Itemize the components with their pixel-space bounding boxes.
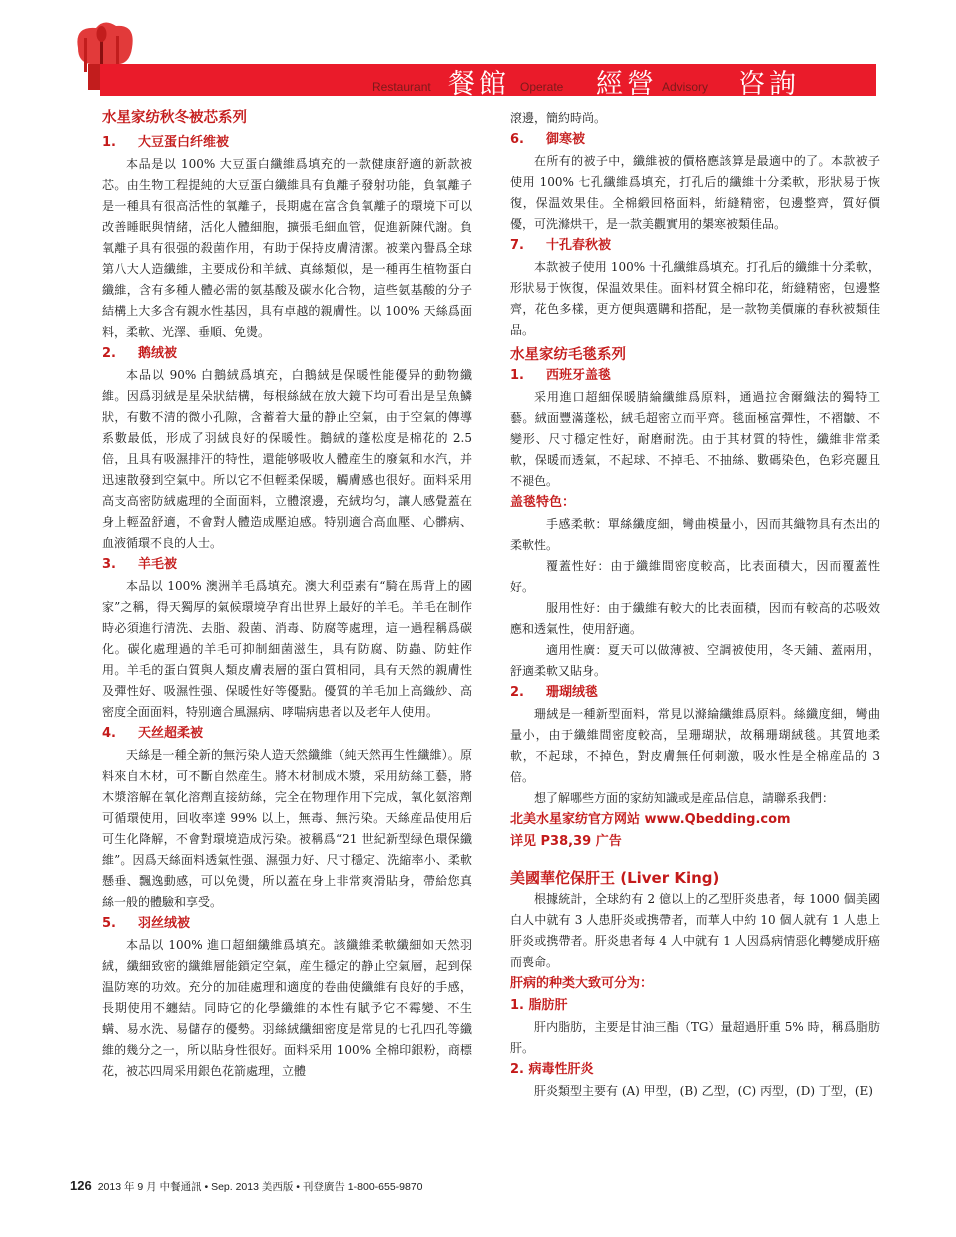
liver-sub-2: 2. 病毒性肝炎 xyxy=(510,1062,594,1077)
right-column xyxy=(510,108,880,1102)
item-text: 珊絨是一種新型面料，常見以滌綸纖維爲原料。絲纖度細，彎曲量小，由于纖維間密度較高，呈珊瑚狀，故稱珊瑚絨毯。其質地柔軟，不起球，不掉色，對皮膚無任何刺激，吸水性是全棉産品的 3 倍。 xyxy=(510,707,880,784)
item-heading: 4. 天丝超柔被 xyxy=(102,726,204,741)
item-text: 采用進口超細保暖腈綸纖維爲原料，通過拉舍爾織法的獨特工藝。絨面豐滿蓬松，絨毛超密立而平齊。毯面極富彈性，不褶皺、不變形、尺寸穩定性好，耐磨耐洗。由于其材質的特性，纖維非常柔軟，保暖而透氣，不起球、不掉毛、不抽絲、數碼染色，色彩亮麗且不褪色。 xyxy=(510,390,880,488)
item-heading: 2. 鹅绒被 xyxy=(102,346,178,361)
item-text: 本款被子使用 100% 十孔纖維爲填充。打孔后的纖維十分柔軟，形狀易于恢復，保温效果佳。面料材質全棉印花，絎縫精密，包邊整齊，花色多樣，更方便與選購和搭配，是一款物美價廉的春秋被類佳品。 xyxy=(510,260,880,337)
page-number: 126 xyxy=(70,1178,92,1193)
continuation-text: 滾邊，簡約時尚。 xyxy=(510,111,607,125)
liver-sub-2-text: 肝炎類型主要有 (A) 甲型，(B) 乙型，(C) 丙型，(D) 丁型，(E) xyxy=(534,1084,873,1098)
feature-text: 手感柔軟：單絲纖度細，彎曲模量小，因而其織物具有杰出的柔軟性。 xyxy=(510,517,880,552)
feature-text: 覆蓋性好：由于纖維間密度較高，比表面積大，因而覆蓋性好。 xyxy=(510,559,880,594)
item-text: 本品是以 100% 大豆蛋白纖維爲填充的一款健康舒適的新款被芯。由生物工程提純的大豆蛋白纖維具有負離子發射功能，負氧離子是一種具有很高活性的氧離子，長期處在富含負氧離子的環境下可以改善睡眠與情緒，活化人體細胞，擴張毛細血管，促進新陳代謝。負氧離子具有很强的殺菌作用，有助于保持皮膚清潔。被業內譽爲全球第八大人造纖維，主要成份和羊絨、真絲類似，是一種再生植物蛋白纖維，含有多種人體必需的氨基酸及碳水化合物，這些氨基酸的分子結構上大多含有親水性基因，具有卓越的親膚性。以 100% 天絲爲面料，柔軟、光澤、垂順、免燙。 xyxy=(102,157,472,339)
item-text: 本品以 100% 澳洲羊毛爲填充。澳大利亞素有“騎在馬背上的國家”之稱，得天獨厚的氣候環境孕育出世界上最好的羊毛。羊毛在制作時必須進行清洗、去脂、殺菌、消毒、防腐等處理，這一過程稱爲碳化。碳化處理過的羊毛可抑制細菌滋生，具有防腐、防蟲、防蛀作用。羊毛的蛋白質與人類皮膚表層的蛋白質相同，具有天然的親膚性及彈性好、吸濕性强、保暖性好等優點。優質的羊毛加上高織紗、高密度全面面料，特别適合風濕病、哮喘病患者以及老年人使用。 xyxy=(102,579,472,719)
website-link[interactable]: 北美水星家纺官方网站 www.Qbedding.com xyxy=(510,812,791,827)
feature-text: 服用性好：由于纖維有較大的比表面積，因而有較高的芯吸效應和透氣性，使用舒適。 xyxy=(510,601,880,636)
section-title-quilts: 水星家纺秋冬被芯系列 xyxy=(102,110,247,126)
item-text: 本品以 100% 進口超細纖維爲填充。該纖維柔軟纖細如天然羽絨，纖細致密的纖維層能鎖定空氣，産生穩定的静止空氣層，起到保温防寒的功效。充分的加硅處理和適度的卷曲使纖維有良好的手感，長期使用不纏結。同時它的化學纖維的本性有賦予它不霉變、不生螨、易水洗、易儲存的優勢。羽絲絨纖細密度是常見的七孔四孔等纖維的幾分之一，所以貼身性很好。面料采用 100% 全棉印銀粉，商標花，被芯四周采用銀色花箭處理，立體 xyxy=(102,938,472,1078)
left-column xyxy=(102,108,472,1082)
header-zh-3: 咨詢 xyxy=(738,69,800,100)
liver-classify-title: 肝病的种类大致可分为： xyxy=(510,976,654,991)
item-heading: 1. 西班牙盖毯 xyxy=(510,368,612,383)
item-text: 本品以 90% 白鵝絨爲填充，白鵝絨是保暖性能優异的動物纖維。因爲羽絨是星朵狀結構，每根絲絨在放大鏡下均可看出是呈魚鱗狀，有數不清的微小孔隙，含蓄着大量的静止空氣，由于空氣的傳導系數最低，形成了羽絨良好的保暖性。鵝絨的蓬松度是棉花的 2.5 倍，且具有吸濕排汗的特性，還能够吸收人體産生的廢氣和水汽，并迅速散發到空氣中。所以它不但輕柔保暖，觸膚感也很好。面料采用高支高密防絨處理的全面面料，立體滾邊，充絨均匀，讓人感覺蓋在身上輕盈舒適，不會對人體造成壓迫感。特别適合高血壓、心髒病、血液循環不良的人士。 xyxy=(102,368,472,550)
section-title-blankets: 水星家纺毛毯系列 xyxy=(510,347,626,363)
header-en-advisory: Advisory xyxy=(662,80,709,94)
liver-sub-1: 1. 脂肪肝 xyxy=(510,998,568,1013)
feature-text: 適用性廣：夏天可以做薄被、空調被使用，冬天鋪、蓋兩用，舒適柔軟又貼身。 xyxy=(510,643,880,678)
page-footer xyxy=(70,1178,423,1194)
ad-reference: 详见 P38,39 广告 xyxy=(510,834,622,849)
item-text: 天絲是一種全新的無污染人造天然纖維（純天然再生性纖維）。原料來自木材，可不斷自然産生。將木材制成木漿，采用紡絲工藝，將木漿溶解在氧化溶劑直接紡絲，完全在物理作用下完成，氧化氨溶劑可循環使用，回收率達 99% 以上，無毒、無污染。天絲産品使用后可生化降解，不會對環境造成污染。被稱爲“21 世紀新型绿色環保纖維”。因爲天絲面料透氣性强、濕强力好、尺寸穩定、洗縮率小、柔軟懸垂、飄逸動感，可以免燙，所以蓋在身上非常爽滑貼身，帶給您真絲一般的體驗和享受。 xyxy=(102,748,472,909)
header-en-restaurant: Restaurant xyxy=(372,80,431,94)
liver-intro: 根據統計，全球約有 2 億以上的乙型肝炎患者，每 1000 個美國白人中就有 3 人患肝炎或携帶者，而華人中約 10 個人就有 1 人患上肝炎或携帶者。肝炎患者每 4 人中就有 1 人因爲病情惡化轉變成肝癌而喪命。 xyxy=(510,892,880,969)
liver-king-title: 美國華佗保肝王 (Liver King) xyxy=(510,869,720,887)
features-title: 盖毯特色： xyxy=(510,495,576,510)
header-zh-2: 經營 xyxy=(596,69,658,100)
liver-sub-1-text: 肝内脂肪，主要是甘油三酯（TG）量超過肝重 5% 時，稱爲脂肪肝。 xyxy=(510,1020,880,1055)
item-heading: 6. 御寒被 xyxy=(510,132,586,147)
item-text: 在所有的被子中，纖維被的價格應該算是最適中的了。本款被子使用 100% 七孔纖維爲填充，打孔后的纖維十分柔軟，形狀易于恢復，保温效果佳。全棉緞回格面料，絎縫精密，包邊整齊，質好價優，可洗滌烘干，是一款美觀實用的槼寒被類佳品。 xyxy=(510,154,880,231)
item-heading: 3. 羊毛被 xyxy=(102,557,178,572)
item-heading: 2. 珊瑚绒毯 xyxy=(510,685,599,700)
item-heading: 5. 羽丝绒被 xyxy=(102,916,191,931)
header-zh-1: 餐館 xyxy=(448,69,510,100)
contact-text: 想了解哪些方面的家紡知識或是産品信息，請聯系我們： xyxy=(534,791,835,805)
footer-text: 2013 年 9 月 中餐通訊 • Sep. 2013 美西版 • 刊登廣告 1-800-655-9870 xyxy=(97,1181,423,1193)
item-heading: 7. 十孔春秋被 xyxy=(510,238,612,253)
header-en-operate: Operate xyxy=(520,80,564,94)
item-heading: 1. 大豆蛋白纤维被 xyxy=(102,135,230,150)
